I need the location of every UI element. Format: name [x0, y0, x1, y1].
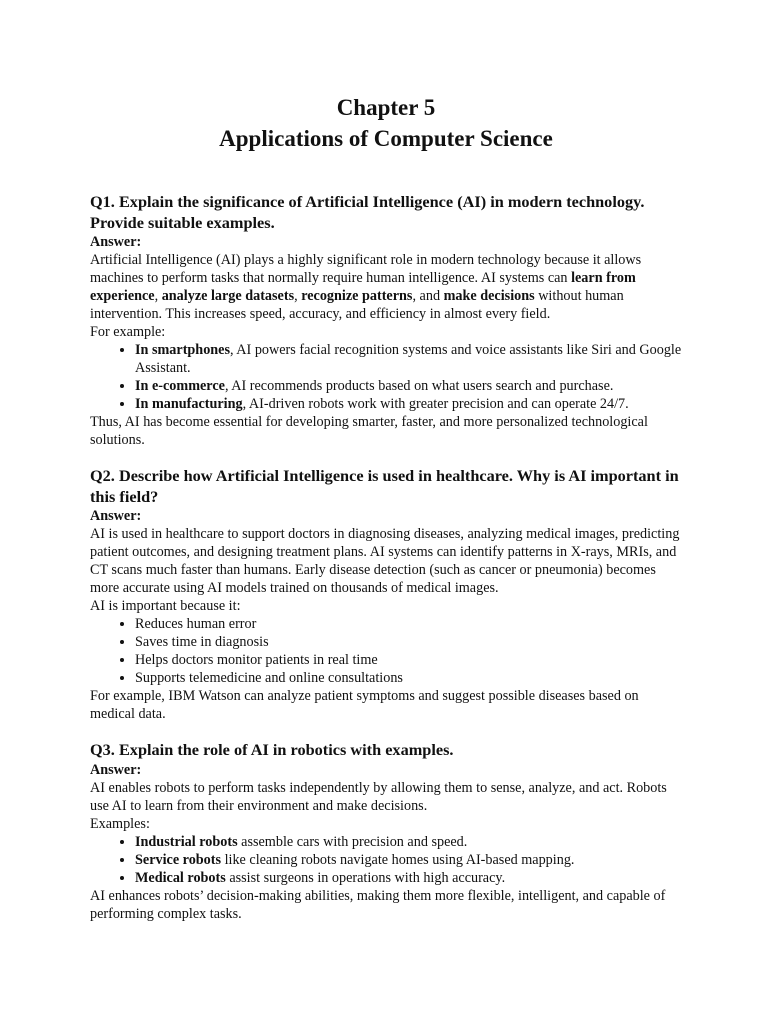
document-page	[90, 92, 682, 923]
intro-text: , and	[412, 288, 444, 304]
reasons-list	[90, 615, 682, 687]
intro-bold-term: learn from experience	[90, 270, 636, 304]
question-2-heading: Q2. Describe how Artificial Intelligence is used in healthcare. Why is AI important in this field?	[90, 466, 679, 506]
list-item: • Helps doctors monitor patients in real time	[135, 651, 682, 669]
page-title	[90, 92, 682, 154]
list-item-text: , AI recommends products based on what users search and purchase.	[224, 378, 614, 394]
answer-label: Answer:	[90, 761, 142, 778]
list-item	[135, 851, 682, 869]
question-1-conclusion: Thus, AI has become essential for developing smarter, faster, and more personalized technological solutions.	[90, 414, 648, 448]
intro-text: ,	[154, 288, 162, 304]
list-item-bold: Service robots	[135, 851, 222, 868]
list-item-text: like cleaning robots navigate homes using AI-based mapping.	[221, 851, 575, 868]
list-item	[135, 341, 682, 377]
intro-bold-term: recognize patterns	[301, 288, 413, 304]
question-1-section	[90, 192, 682, 449]
question-2-conclusion: For example, IBM Watson can analyze patient symptoms and suggest possible diseases based on medical data.	[90, 688, 639, 722]
intro-text: without human intervention. This increases speed, accuracy, and efficiency in almost every field.	[90, 288, 624, 322]
question-3-section	[90, 740, 682, 923]
intro-text: ,	[294, 288, 302, 304]
list-item-text: , AI powers facial recognition systems and voice assistants like Siri and Google Assistant.	[135, 342, 682, 376]
question-1-heading: Q1. Explain the significance of Artificial Intelligence (AI) in modern technology. Provide suitable examples.	[90, 192, 645, 232]
question-2-intro: AI is used in healthcare to support doctors in diagnosing diseases, analyzing medical images, predicting patient outcomes, and designing treatment plans. AI systems can identify patterns in X-rays, MRIs, and CT scans much faster than humans. Early disease detection (such as cancer or pneumonia) becomes more accurate using AI models trained on thousands of medical images.	[90, 526, 680, 596]
section-spacer	[90, 723, 682, 740]
list-item	[135, 833, 682, 851]
question-3-intro: AI enables robots to perform tasks independently by allowing them to sense, analyze, and act. Robots use AI to learn from their environment and make decisions.	[90, 779, 667, 814]
list-item: • Reduces human error	[135, 615, 682, 633]
list-item-bold: In smartphones	[135, 342, 230, 358]
reasons-lead: AI is important because it:	[90, 598, 241, 614]
examples-list	[90, 833, 682, 887]
answer-label: Answer:	[90, 508, 142, 524]
list-item-bold: In manufacturing	[135, 396, 243, 412]
examples-lead: For example:	[90, 324, 166, 340]
intro-bold-term: make decisions	[443, 288, 535, 304]
examples-list	[90, 341, 682, 413]
list-item-bold: Industrial robots	[135, 833, 238, 850]
question-3-conclusion: AI enhances robots’ decision-making abilities, making them more flexible, intelligent, and capable of performing complex tasks.	[90, 887, 666, 922]
list-item: • Supports telemedicine and online consultations	[135, 669, 682, 687]
intro-bold-term: analyze large datasets	[161, 288, 295, 304]
list-item-bold: Medical robots	[135, 869, 226, 886]
list-item: • Saves time in diagnosis	[135, 633, 682, 651]
list-item	[135, 395, 682, 413]
question-1-intro	[90, 251, 682, 323]
list-item	[135, 869, 682, 887]
chapter-title: Applications of Computer Science	[219, 126, 553, 151]
answer-label: Answer:	[90, 234, 142, 250]
list-item-text: assemble cars with precision and speed.	[237, 833, 468, 850]
section-spacer	[90, 449, 682, 466]
examples-lead: Examples:	[90, 815, 150, 832]
question-2-section	[90, 466, 682, 723]
list-item-text: assist surgeons in operations with high accuracy.	[225, 869, 506, 886]
list-item-text: , AI-driven robots work with greater precision and can operate 24/7.	[242, 396, 629, 412]
list-item-bold: In e-commerce	[135, 378, 225, 394]
chapter-number: Chapter 5	[336, 95, 436, 120]
question-3-heading: Q3. Explain the role of AI in robotics with examples.	[90, 740, 454, 759]
intro-text: Artificial Intelligence (AI) plays a highly significant role in modern technology because it allows machines to perform tasks that normally require human intelligence. AI systems can	[90, 252, 642, 286]
list-item	[135, 377, 682, 395]
